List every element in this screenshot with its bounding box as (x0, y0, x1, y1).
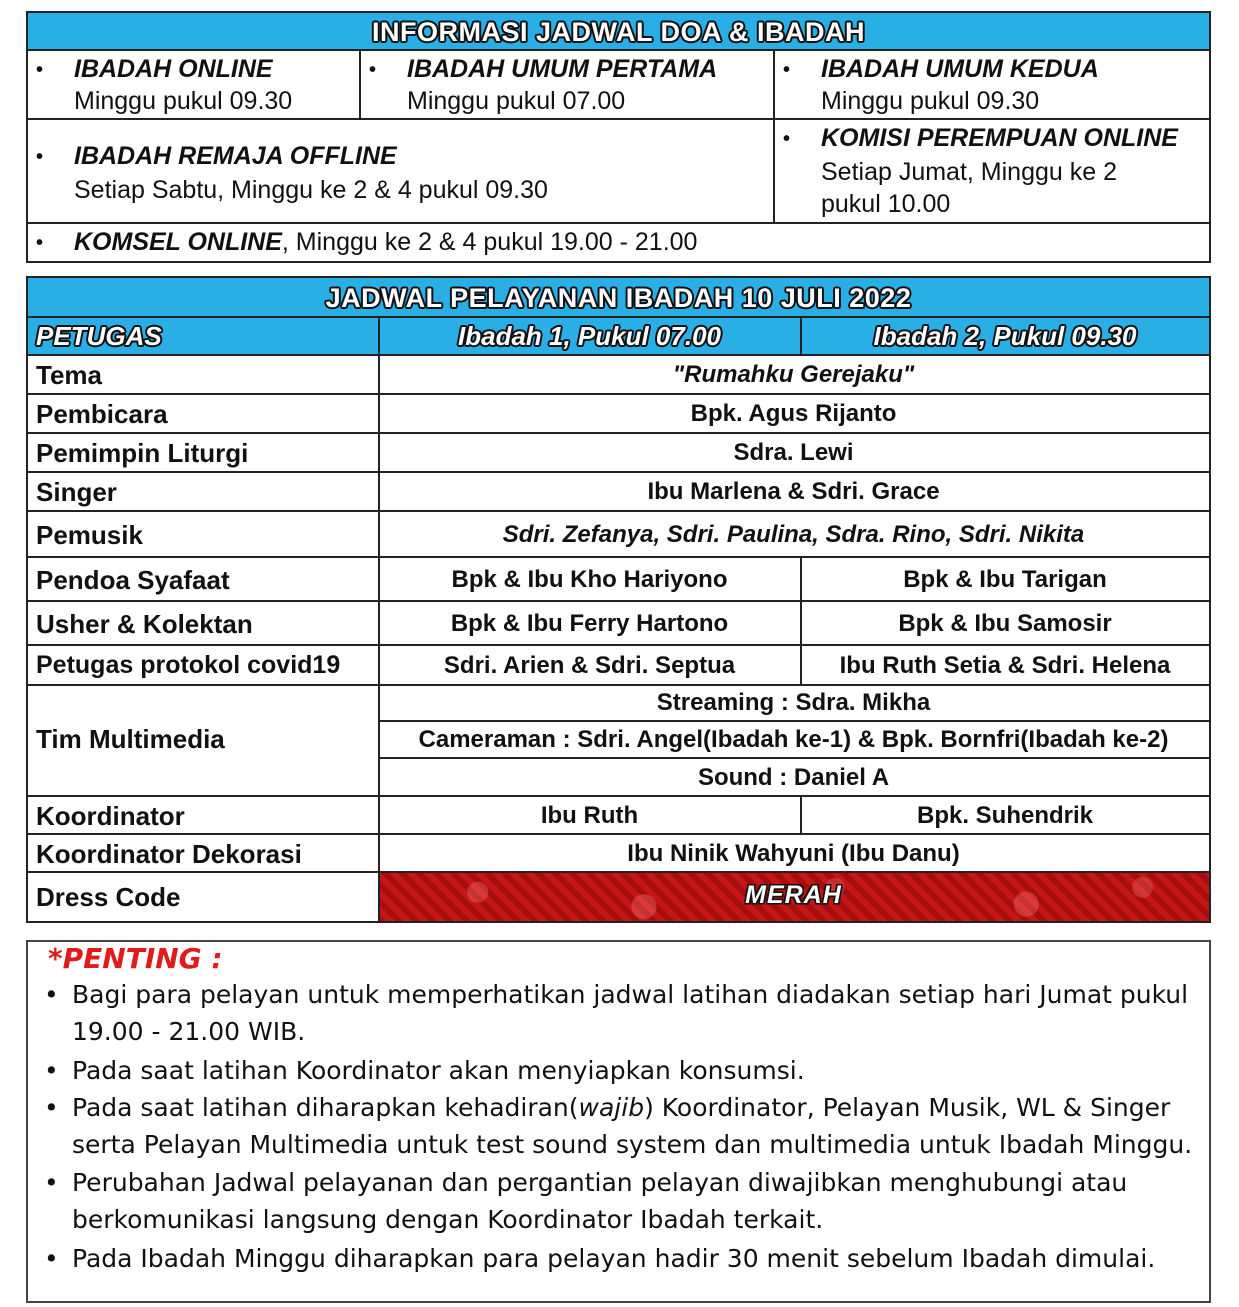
multimedia-streaming: Streaming : Sdra. Mikha (656, 689, 931, 716)
row-value-ibadah-1: Bpk & Ibu Ferry Hartono (450, 610, 729, 637)
row-label: Tema (36, 360, 102, 390)
dress-code-red-swatch (378, 873, 1209, 921)
info-item-title: IBADAH ONLINE (74, 55, 273, 83)
worship-info-box (26, 11, 1211, 263)
note-text-part: ) Koordinator, Pelayan Musik, WL & Singer serta Pelayan Multimedia untuk test sound system dan multimedia untuk Ibadah Minggu. (72, 1093, 1193, 1159)
dress-code-value: MERAH (745, 881, 842, 909)
bullet: • (36, 146, 44, 168)
bullet: • (44, 1056, 59, 1085)
info-item-text: pukul 10.00 (821, 190, 951, 218)
bullet: • (369, 59, 377, 81)
row-value-ibadah-2: Ibu Ruth Setia & Sdri. Helena (839, 652, 1171, 679)
row-tim-multimedia (28, 686, 1209, 797)
info-item-detail: , Minggu ke 2 & 4 pukul 19.00 - 21.00 (281, 228, 698, 256)
bullet: • (36, 232, 44, 254)
info-header: INFORMASI JADWAL DOA & IBADAH (28, 13, 1209, 51)
row-value: "Rumahku Gerejaku" (672, 361, 915, 388)
row-label: Dress Code (36, 882, 181, 912)
row-label: Pembicara (36, 399, 168, 429)
info-item-text: Minggu pukul 09.30 (821, 87, 1040, 115)
info-item-title: IBADAH UMUM PERTAMA (407, 55, 718, 83)
info-item-umum-pertama (359, 51, 773, 118)
info-item-text: Setiap Sabtu, Minggu ke 2 & 4 pukul 09.30 (74, 176, 548, 204)
info-item-komisi-perempuan (773, 118, 1209, 222)
multimedia-cameraman: Cameraman : Sdri. Angel(Ibadah ke-1) & Bpk. Bornfri(Ibadah ke-2) (418, 726, 1169, 753)
info-item-title: KOMSEL ONLINE (74, 228, 282, 256)
column-header-ibadah-1: Ibadah 1, Pukul 07.00 (458, 321, 721, 351)
note-text: Pada Ibadah Minggu diharapkan para pelayan hadir 30 menit sebelum Ibadah dimulai. (72, 1244, 1156, 1273)
column-header-row (28, 318, 1209, 356)
note-text-part: Pada saat latihan diharapkan kehadiran( (72, 1093, 579, 1122)
column-header-petugas: PETUGAS (36, 321, 162, 351)
row-value: Bpk. Agus Rijanto (690, 400, 897, 427)
row-pemimpin-liturgi (28, 434, 1209, 473)
row-value-ibadah-1: Sdri. Arien & Sdri. Septua (443, 652, 736, 679)
note-text-italic: wajib (578, 1093, 645, 1122)
note-text: Perubahan Jadwal pelayanan dan pergantian pelayan diwajibkan menghubungi atau berkomunikasi langsung dengan Koordinator Ibadah terkait. (72, 1168, 1128, 1234)
row-label: Singer (36, 477, 117, 507)
row-label: Petugas protokol covid19 (36, 651, 341, 679)
row-value: Sdri. Zefanya, Sdri. Paulina, Sdra. Rino, Sdri. Nikita (502, 521, 1085, 548)
row-value-ibadah-2: Bpk & Ibu Tarigan (903, 566, 1107, 593)
bullet: • (44, 1093, 59, 1122)
info-item-title: IBADAH REMAJA OFFLINE (74, 142, 397, 170)
row-label: Koordinator (36, 801, 185, 831)
row-label: Koordinator Dekorasi (36, 839, 302, 869)
row-label: Usher & Kolektan (36, 609, 253, 639)
row-koordinator-dekorasi (28, 835, 1209, 873)
row-value: Ibu Marlena & Sdri. Grace (647, 478, 940, 505)
row-dress-code (28, 873, 1209, 921)
row-koordinator (28, 797, 1209, 835)
row-value: Ibu Ninik Wahyuni (Ibu Danu) (627, 840, 960, 867)
bullet: • (44, 1244, 59, 1273)
column-header-ibadah-2: Ibadah 2, Pukul 09.30 (873, 321, 1137, 351)
row-singer (28, 473, 1209, 512)
row-pemusik (28, 512, 1209, 558)
row-protokol-covid (28, 646, 1209, 686)
row-pembicara (28, 395, 1209, 434)
row-value-ibadah-2: Bpk. Suhendrik (916, 802, 1094, 829)
bullet: • (36, 59, 44, 81)
row-tema (28, 356, 1209, 395)
info-item-komsel-online (28, 222, 1209, 261)
row-label: Pemimpin Liturgi (36, 438, 249, 468)
row-label: Tim Multimedia (36, 724, 225, 754)
bullet: • (783, 128, 791, 150)
row-value: Sdra. Lewi (733, 439, 854, 466)
row-value-ibadah-2: Bpk & Ibu Samosir (898, 610, 1112, 637)
important-notes-box (26, 940, 1211, 1303)
info-item-text: Minggu pukul 07.00 (407, 87, 626, 115)
info-item-title: KOMISI PEREMPUAN ONLINE (821, 124, 1178, 152)
row-usher-kolektan (28, 602, 1209, 646)
row-label: Pemusik (36, 520, 143, 550)
info-item-ibadah-online (28, 51, 359, 118)
info-item-text (74, 226, 697, 258)
row-label: Pendoa Syafaat (36, 565, 230, 595)
row-pendoa-syafaat (28, 558, 1209, 602)
bullet: • (44, 980, 59, 1009)
schedule-header: JADWAL PELAYANAN IBADAH 10 JULI 2022 (28, 278, 1209, 318)
row-value-ibadah-1: Ibu Ruth (540, 802, 639, 829)
note-text: Pada saat latihan Koordinator akan menyiapkan konsumsi. (72, 1056, 805, 1085)
multimedia-sound: Sound : Daniel A (697, 764, 890, 791)
bullet: • (44, 1168, 59, 1197)
info-item-umum-kedua (773, 51, 1209, 118)
info-item-text: Setiap Jumat, Minggu ke 2 (821, 158, 1117, 186)
note-text (72, 1089, 1202, 1163)
bullet: • (783, 59, 791, 81)
info-item-title: IBADAH UMUM KEDUA (821, 55, 1099, 83)
info-item-text: Minggu pukul 09.30 (74, 87, 293, 115)
info-item-remaja-offline (28, 118, 773, 222)
row-value-ibadah-1: Bpk & Ibu Kho Hariyono (451, 566, 728, 593)
note-text: Bagi para pelayan untuk memperhatikan jadwal latihan diadakan setiap hari Jumat pukul 19.00 - 21.00 WIB. (72, 980, 1189, 1046)
service-schedule-table (26, 276, 1211, 923)
notes-title: *PENTING : (48, 942, 223, 975)
